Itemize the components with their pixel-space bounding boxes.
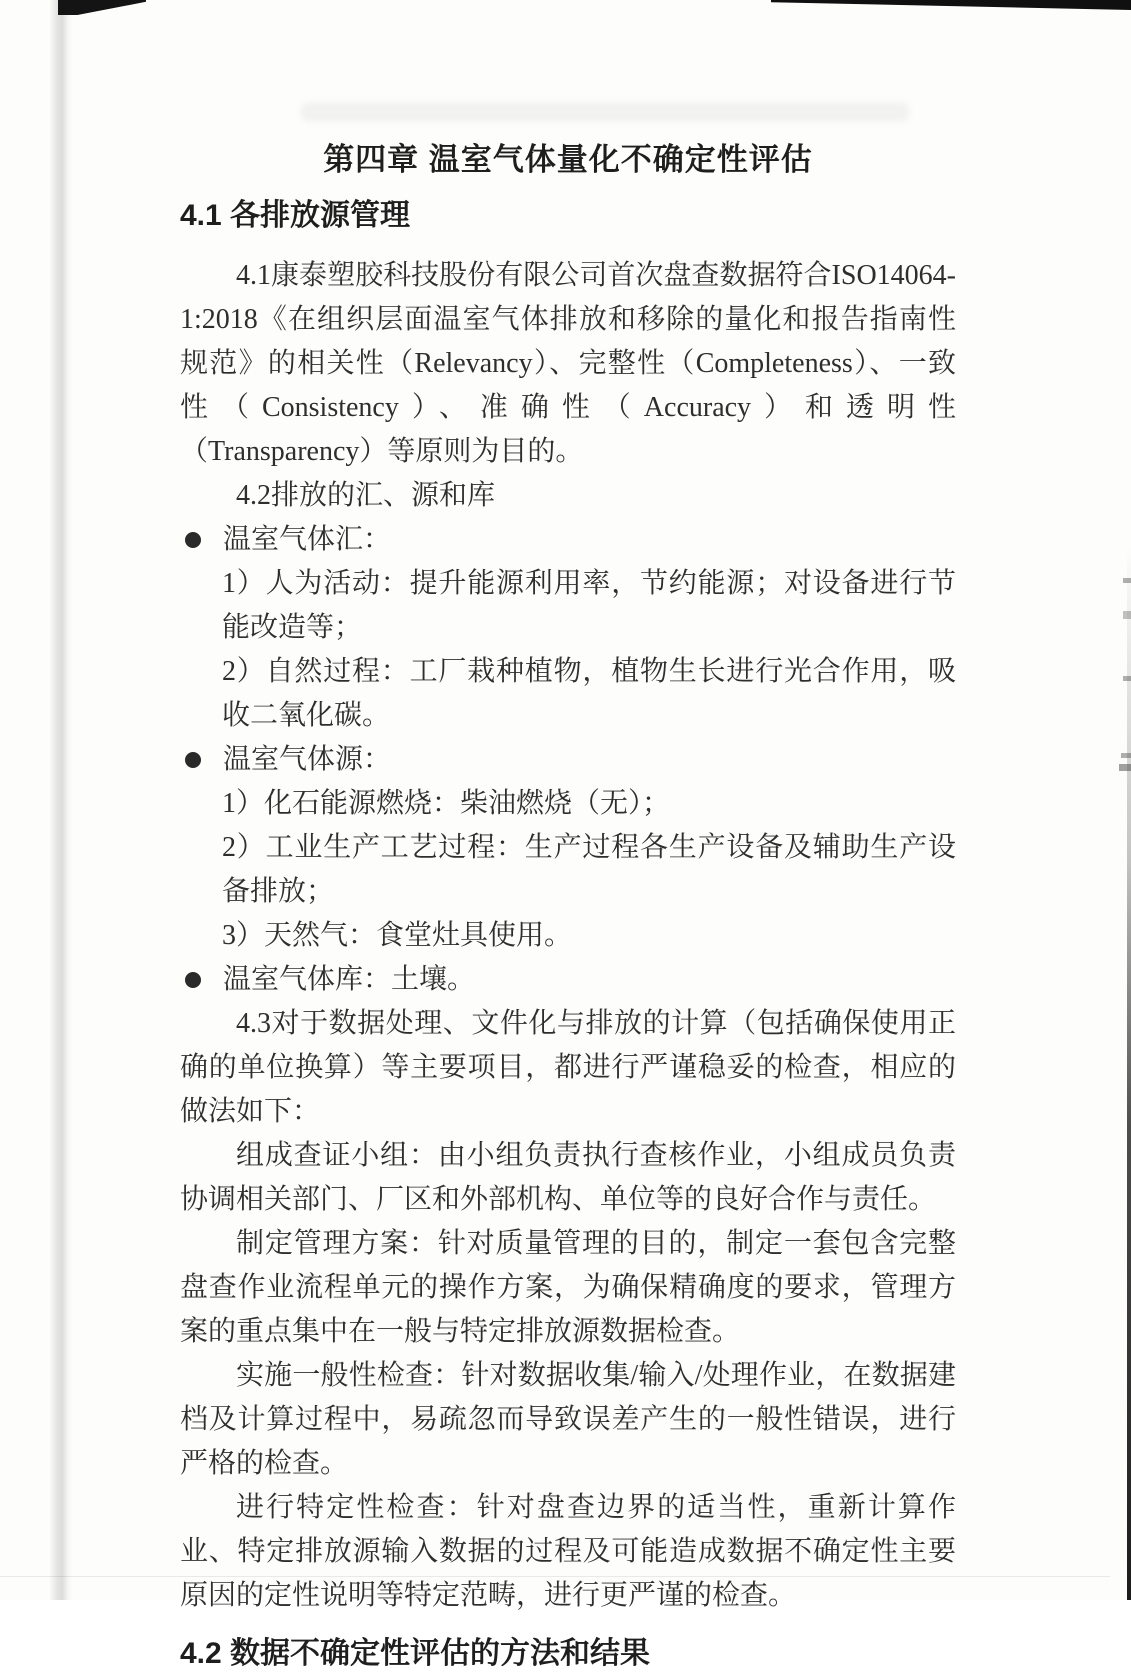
paragraph-4-3: 4.3对于数据处理、文件化与排放的计算（包括确保使用正确的单位换算）等主要项目，都进行严谨稳妥的检查，相应的做法如下： (180, 1008, 956, 1127)
bullet-label: 温室气体汇： (223, 524, 392, 555)
bullet-label: 温室气体库：土壤。 (223, 964, 476, 995)
bullet-ghg-reservoirs (180, 958, 956, 1002)
document-content (180, 0, 956, 1676)
chapter-title: 第四章 温室气体量化不确定性评估 (323, 142, 813, 177)
bullet-ghg-sinks (180, 518, 956, 562)
bullet-dot-icon (185, 972, 201, 988)
list-item: 2）自然过程：工厂栽种植物，植物生长进行光合作用，吸收二氧化碳。 (222, 656, 956, 731)
scan-edge-speck (1119, 764, 1131, 771)
section-4-2-heading: 4.2 数据不确定性评估的方法和结果 (180, 1637, 651, 1670)
section-4-1-body (180, 254, 956, 1618)
list-item: 1）化石能源燃烧：柴油燃烧（无）； (222, 788, 671, 819)
bullet-dot-icon (185, 752, 201, 768)
bullet-label: 温室气体源： (223, 744, 392, 775)
bullet-ghg-sources (180, 738, 956, 782)
procedure-team: 组成查证小组：由小组负责执行查核作业，小组成员负责协调相关部门、厂区和外部机构、单位等的良好合作与责任。 (180, 1140, 956, 1215)
scan-right-edge-line (1127, 545, 1131, 1600)
scan-corner-mark (58, 0, 146, 15)
procedure-general-check: 实施一般性检查：针对数据收集/输入/处理作业，在数据建档及计算过程中，易疏忽而导致误差产生的一般性错误，进行严格的检查。 (180, 1360, 956, 1479)
list-item: 3）天然气：食堂灶具使用。 (222, 920, 573, 951)
list-item: 1）人为活动：提升能源利用率，节约能源；对设备进行节能改造等； (222, 568, 956, 643)
scan-spine-shadow (50, 0, 72, 1600)
list-item: 2）工业生产工艺过程：生产过程各生产设备及辅助生产设备排放； (222, 832, 956, 907)
procedure-management-plan: 制定管理方案：针对质量管理的目的，制定一套包含完整盘查作业流程单元的操作方案，为确保精确度的要求，管理方案的重点集中在一般与特定排放源数据检查。 (180, 1228, 956, 1347)
subsection-4-2-line: 4.2排放的汇、源和库 (236, 480, 496, 511)
scan-edge-speck (1121, 753, 1131, 758)
scan-edge-speck (1123, 676, 1131, 681)
bullet-dot-icon (185, 532, 201, 548)
intro-paragraph: 4.1康泰塑胶科技股份有限公司首次盘查数据符合ISO14064-1:2018《在组织层面温室气体排放和移除的量化和报告指南性规范》的相关性（Relevancy）、完整性（Completeness）、一致性（Consistency）、准确性（Accuracy）和透明性（Transparency）等原则为目的。 (180, 260, 956, 467)
scan-edge-speck (1123, 578, 1131, 583)
scan-edge-speck (1123, 611, 1131, 619)
section-4-1-heading: 4.1 各排放源管理 (180, 199, 411, 232)
procedure-specific-check: 进行特定性检查：针对盘查边界的适当性，重新计算作业、特定排放源输入数据的过程及可能造成数据不确定性主要原因的定性说明等特定范畴，进行更严谨的检查。 (180, 1492, 956, 1611)
